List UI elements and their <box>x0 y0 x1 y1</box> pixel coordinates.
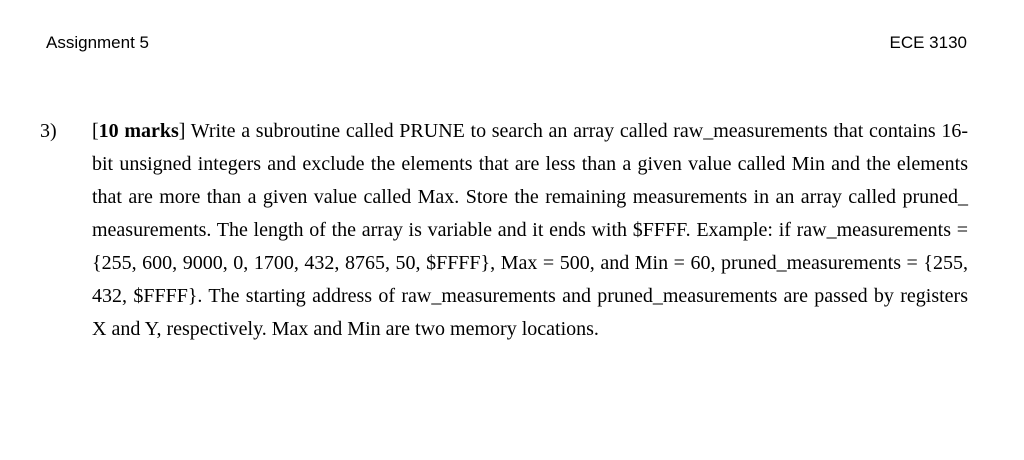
assignment-title: Assignment 5 <box>46 33 149 52</box>
marks-label: 10 marks <box>98 120 179 142</box>
question-text <box>92 115 968 346</box>
question-number: 3) <box>40 120 57 142</box>
question-body-text: Write a subroutine called PRUNE to search an array called raw_measurements that contains 16-bit unsigned integers and exclude the elements that are less than a given value called Min and the elements that are more than a given value called Max. Store the remaining measurements in an array called pruned_ measurements. The length of the array is variable and it ends with $FFFF. Example: if raw_measurements = {255, 600, 9000, 0, 1700, 432, 8765, 50, $FFFF}, Max = 500, and Min = 60, pruned_measurements = {255, 432, $FFFF}. The starting address of raw_measurements and pruned_measurements are passed by registers X and Y, respectively. Max and Min are two memory locations. <box>92 120 968 340</box>
course-code: ECE 3130 <box>889 33 967 52</box>
marks-close-bracket: ] <box>178 120 186 142</box>
marks-open-bracket: [ <box>92 120 99 142</box>
